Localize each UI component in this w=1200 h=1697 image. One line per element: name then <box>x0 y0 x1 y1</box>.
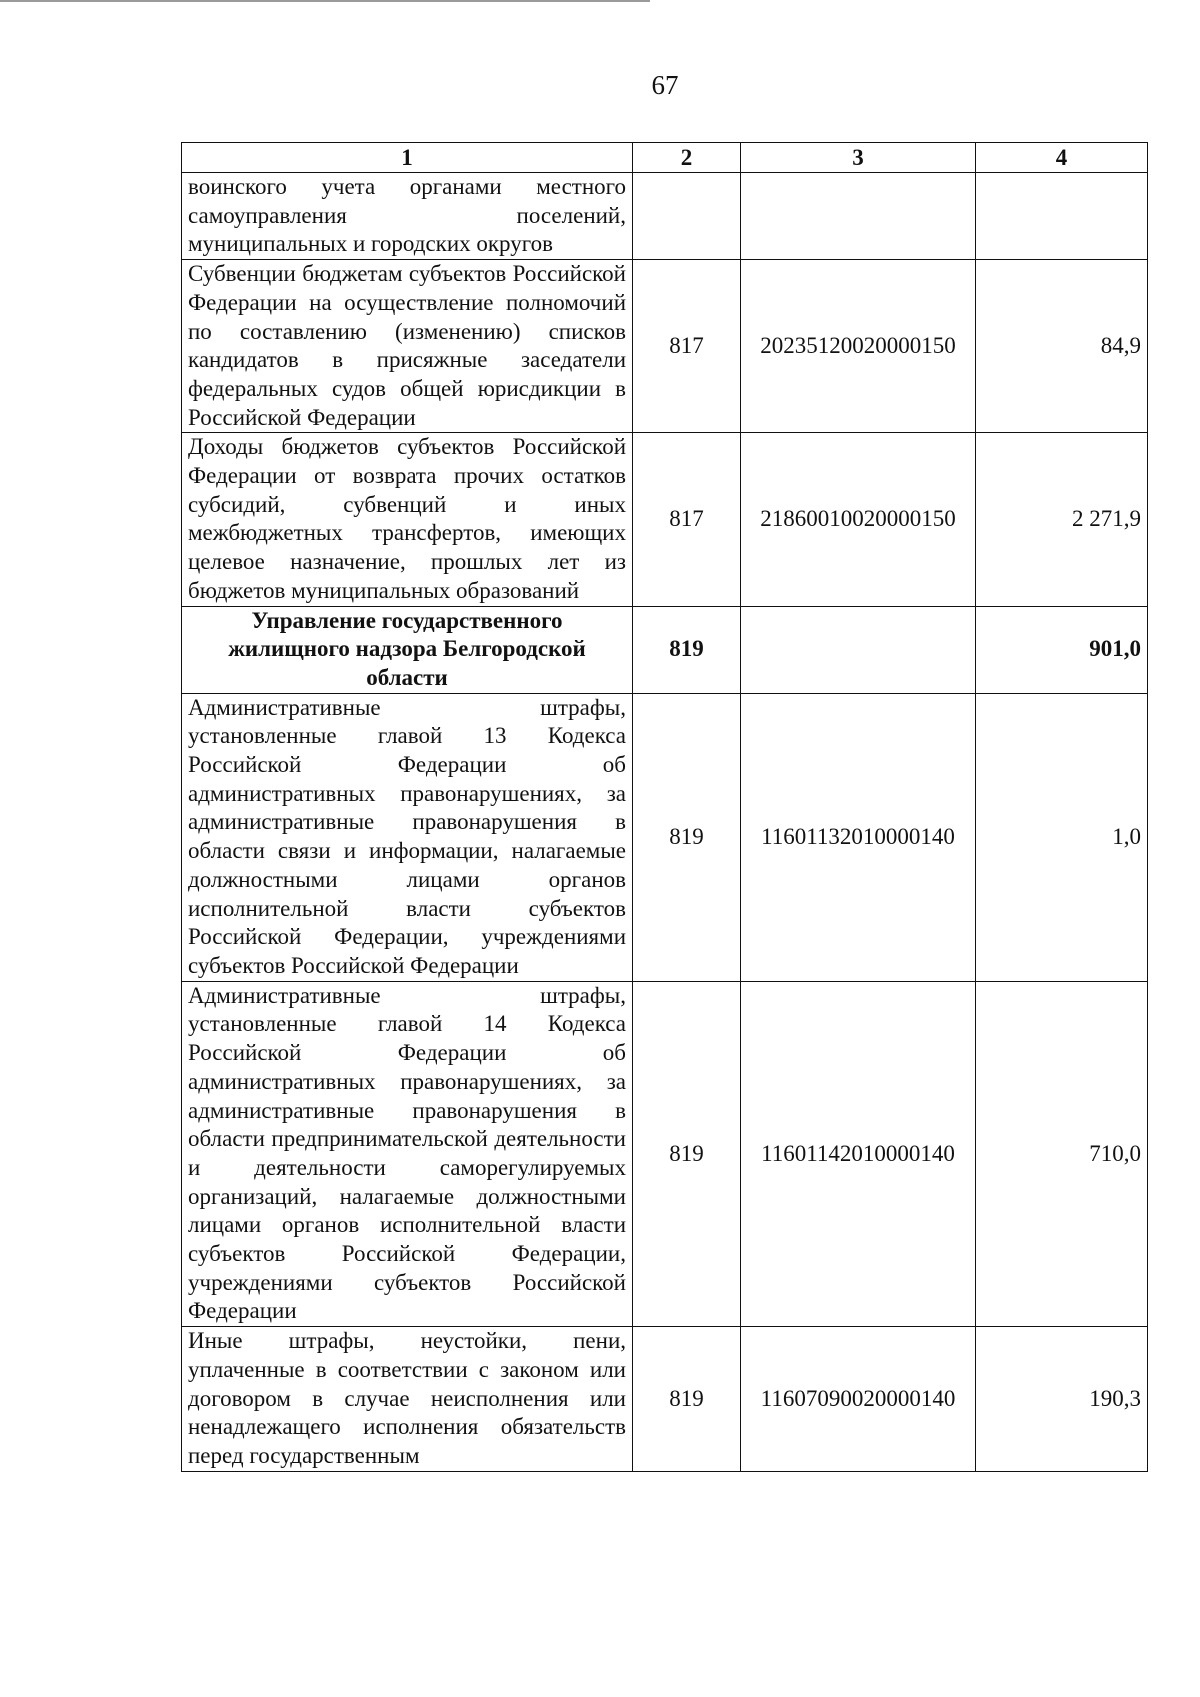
table-header-row <box>182 143 1148 173</box>
row-amount: 190,3 <box>976 1327 1148 1472</box>
row-description: Субвенции бюджетам субъектов Российской Федерации на осуществление полномочий по составлению (изменению) списков кандидатов в присяжные заседатели федеральных судов общей юрисдикции в Российской Федерации <box>182 260 633 433</box>
row-admin-code: 817 <box>633 260 741 433</box>
column-header-3: 3 <box>741 143 976 173</box>
column-header-2: 2 <box>633 143 741 173</box>
column-header-4: 4 <box>976 143 1148 173</box>
row-admin-code: 819 <box>633 981 741 1326</box>
row-admin-code: 819 <box>633 693 741 981</box>
row-admin-code: 817 <box>633 433 741 606</box>
row-amount: 901,0 <box>976 606 1148 693</box>
row-admin-code: 819 <box>633 1327 741 1472</box>
budget-revenue-table <box>181 142 1148 1472</box>
row-admin-code: 819 <box>633 606 741 693</box>
row-description: Иные штрафы, неустойки, пени, уплаченные в соответствии с законом или договором в случае неисполнения или ненадлежащего исполнения обязательств перед государственным <box>182 1327 633 1472</box>
row-admin-code <box>633 173 741 260</box>
row-budget-code: 20235120020000150 <box>741 260 976 433</box>
row-amount: 2 271,9 <box>976 433 1148 606</box>
row-description: воинского учета органами местного самоуправления поселений, муниципальных и городских округов <box>182 173 633 260</box>
row-amount: 710,0 <box>976 981 1148 1326</box>
row-description: Административные штрафы, установленные главой 13 Кодекса Российской Федерации об административных правонарушениях, за административные правонарушения в области связи и информации, налагаемые должностными лицами органов исполнительной власти субъектов Российской Федерации, учреждениями субъектов Российской Федерации <box>182 693 633 981</box>
scan-edge-line <box>0 0 650 2</box>
table-row <box>182 1327 1148 1472</box>
row-budget-code: 11601142010000140 <box>741 981 976 1326</box>
page-number: 67 <box>651 70 679 100</box>
row-amount: 84,9 <box>976 260 1148 433</box>
row-description: Управление государственного жилищного надзора Белгородской области <box>182 606 633 693</box>
row-budget-code: 11607090020000140 <box>741 1327 976 1472</box>
table-row-section-header <box>182 606 1148 693</box>
row-budget-code: 21860010020000150 <box>741 433 976 606</box>
table-row <box>182 433 1148 606</box>
column-header-1: 1 <box>182 143 633 173</box>
row-description: Доходы бюджетов субъектов Российской Федерации от возврата прочих остатков субсидий, субвенций и иных межбюджетных трансфертов, имеющих целевое назначение, прошлых лет из бюджетов муниципальных образований <box>182 433 633 606</box>
table-row <box>182 693 1148 981</box>
row-amount: 1,0 <box>976 693 1148 981</box>
table-row <box>182 260 1148 433</box>
row-budget-code: 11601132010000140 <box>741 693 976 981</box>
row-budget-code <box>741 173 976 260</box>
table-row <box>182 173 1148 260</box>
row-budget-code <box>741 606 976 693</box>
row-amount <box>976 173 1148 260</box>
row-description: Административные штрафы, установленные главой 14 Кодекса Российской Федерации об административных правонарушениях, за административные правонарушения в области предпринимательской деятельности и деятельности саморегулируемых организаций, налагаемые должностными лицами органов исполнительной власти субъектов Российской Федерации, учреждениями субъектов Российской Федерации <box>182 981 633 1326</box>
table-row <box>182 981 1148 1326</box>
